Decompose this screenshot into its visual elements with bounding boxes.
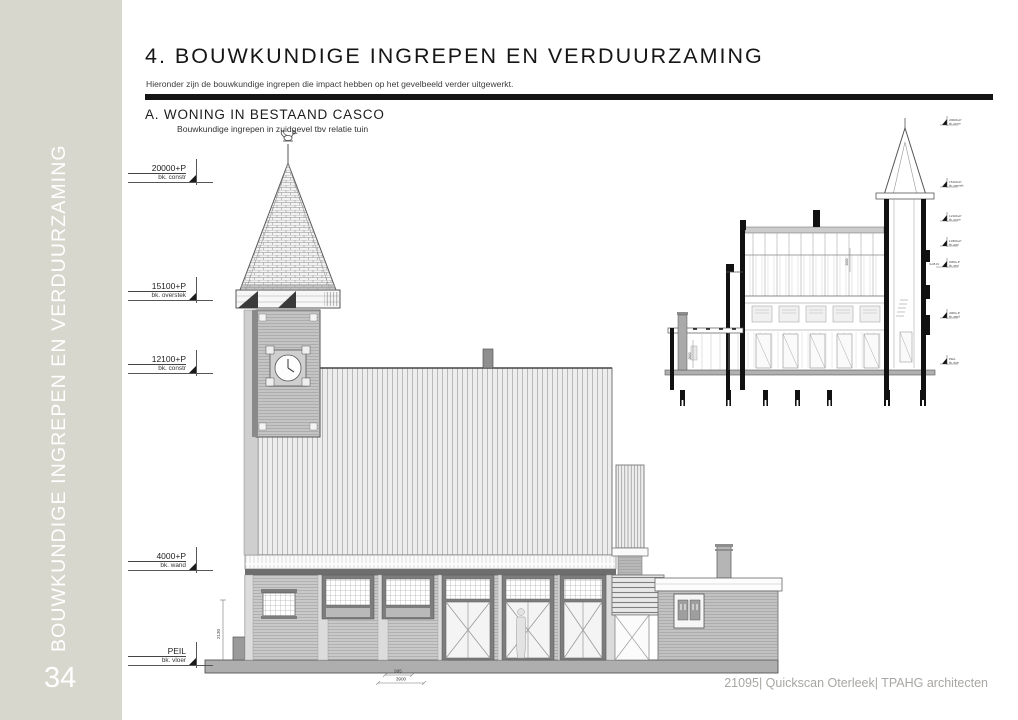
- annex: [655, 544, 782, 660]
- svg-text:4000+P: 4000+P: [949, 311, 960, 315]
- section-heading: A. WONING IN BESTAAND CASCO: [145, 107, 385, 122]
- door-bay-3: [560, 575, 606, 660]
- tower-clock: [266, 346, 310, 386]
- svg-text:bk. constr: bk. constr: [949, 122, 961, 126]
- tower-spire: [240, 130, 336, 290]
- door-bay-1: [442, 575, 494, 660]
- svg-text:bk. overstek: bk. overstek: [949, 184, 964, 188]
- eave-fascia: [245, 555, 616, 575]
- svg-text:bk. constr: bk. constr: [949, 218, 961, 222]
- page-number: 34: [44, 662, 77, 694]
- section-level-markers: [929, 116, 964, 365]
- svg-text:9000+P: 9000+P: [949, 260, 960, 264]
- svg-text:9+08.19: 9+08.19: [929, 263, 939, 266]
- svg-text:12100+P: 12100+P: [949, 214, 962, 218]
- section-hall: [726, 210, 884, 390]
- svg-text:15100+P: 15100+P: [949, 180, 962, 184]
- window-bay-2: [382, 575, 434, 619]
- svg-text:2000: 2000: [845, 258, 849, 266]
- level-marker-4000: 4000+P bk. wand: [128, 551, 186, 571]
- door-bay-2: [502, 575, 554, 660]
- side-turret: [612, 465, 648, 575]
- svg-text:bk. vloer: bk. vloer: [949, 361, 960, 365]
- side-door: [615, 615, 649, 660]
- section-annex: [668, 312, 743, 390]
- weathervane-rooster-icon: [281, 130, 297, 141]
- level-marker-20000: 20000+P bk. constr: [128, 163, 186, 183]
- svg-text:995: 995: [394, 668, 402, 674]
- svg-text:20000+P: 20000+P: [949, 118, 962, 122]
- foundation-piles: [680, 390, 926, 406]
- sidebar: [0, 0, 122, 720]
- svg-text:bk. goot: bk. goot: [949, 243, 959, 247]
- spire-cornice: [236, 290, 340, 308]
- sidebar-vertical-title: BOUWKUNDIGE INGREPEN EN VERDUURZAMING: [48, 144, 70, 652]
- section-tower: [876, 118, 934, 390]
- svg-text:2130: 2130: [216, 628, 221, 640]
- svg-text:PEIL: PEIL: [949, 357, 956, 361]
- svg-text:bk. verd.: bk. verd.: [949, 264, 960, 268]
- tower-shaft: [252, 310, 320, 437]
- level-marker-15100: 15100+P bk. overstek: [128, 281, 186, 301]
- page-subtitle: Hieronder zijn de bouwkundige ingrepen die impact hebben op het gevelbeeld verder uitgewerkt.: [146, 79, 514, 89]
- svg-text:2600: 2600: [688, 352, 692, 360]
- section-ground: [665, 370, 935, 375]
- section-drawing: [660, 100, 1018, 415]
- page-title: 4. BOUWKUNDIGE INGREPEN EN VERDUURZAMING: [145, 44, 764, 68]
- footer-text: 21095| Quickscan Oterleek| TPAHG architecten: [724, 676, 988, 690]
- annex-window: [674, 594, 704, 628]
- level-marker-12100: 12100+P bk. constr: [128, 354, 186, 374]
- tower-base-window: [261, 589, 297, 619]
- svg-text:10300+P: 10300+P: [949, 239, 962, 243]
- section-caption: Bouwkundige ingrepen in zuidgevel tbv relatie tuin: [177, 124, 369, 134]
- level-marker-peil: PEIL bk. vloer: [128, 646, 186, 666]
- svg-text:3900: 3900: [395, 676, 407, 682]
- window-bay-1: [322, 575, 374, 619]
- svg-text:bk. wand: bk. wand: [949, 315, 960, 319]
